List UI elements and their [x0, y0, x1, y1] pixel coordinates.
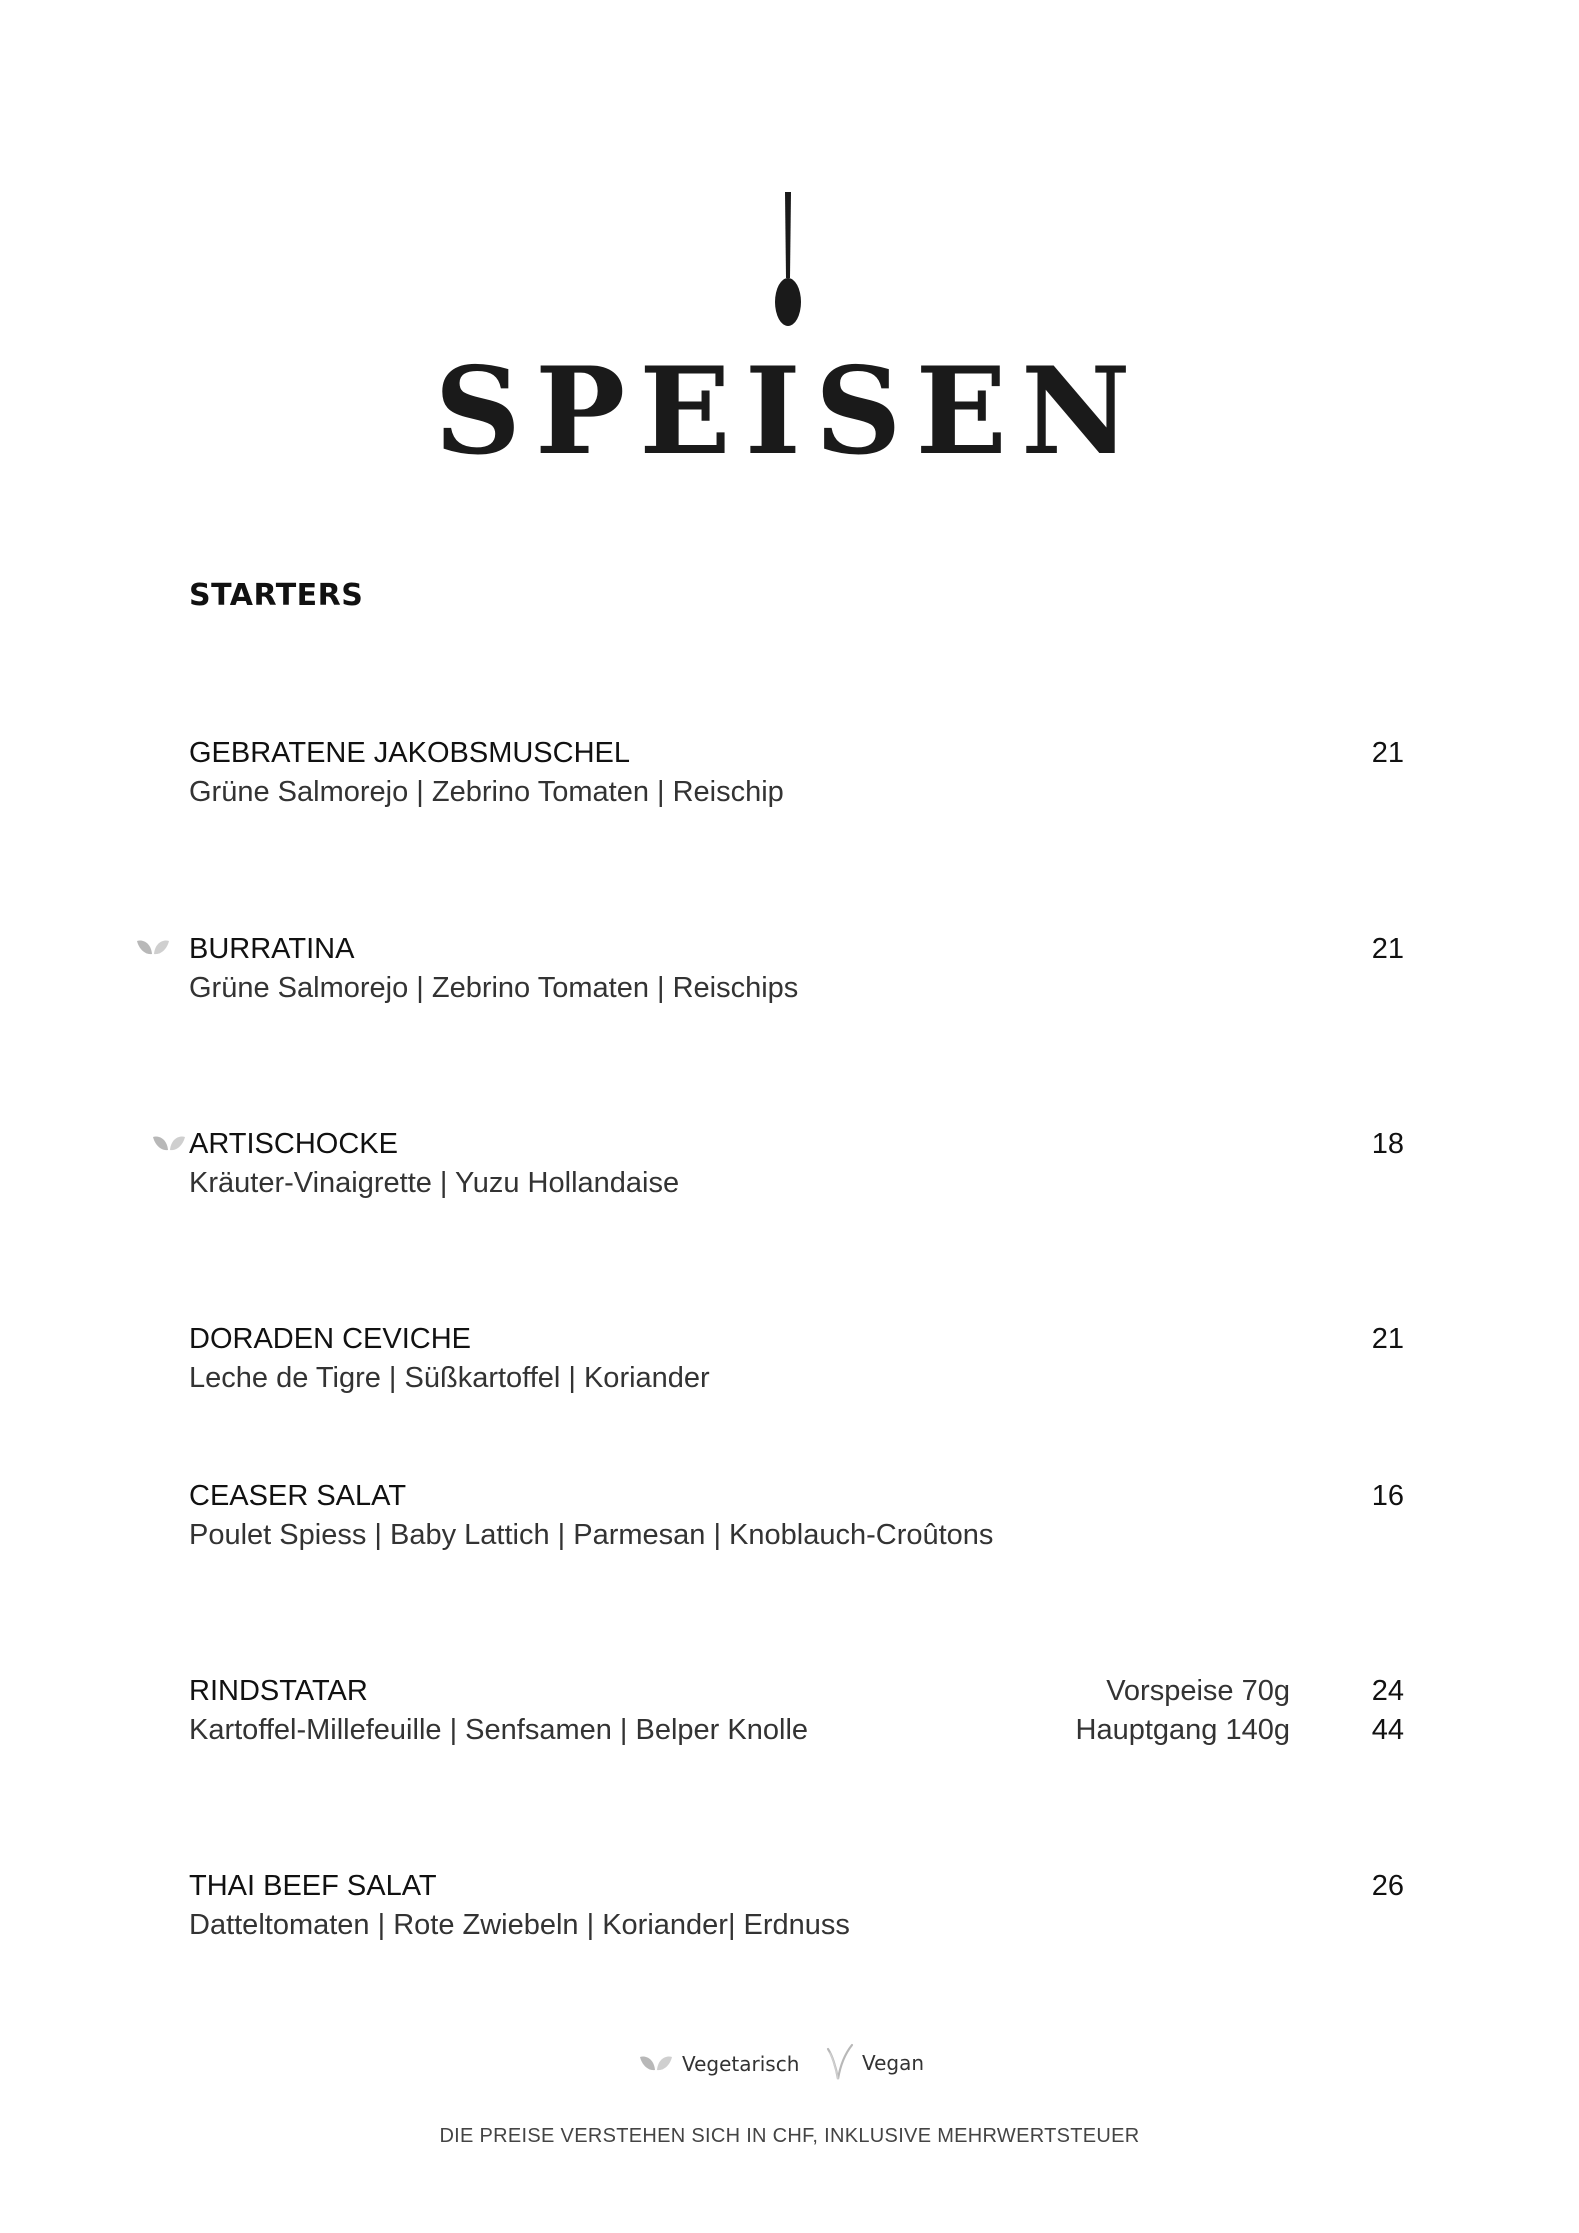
item-name: THAI BEEF SALAT	[189, 1870, 437, 1902]
portion-size-label: Vorspeise 70g	[1106, 1675, 1290, 1707]
item-name: GEBRATENE JAKOBSMUSCHEL	[189, 737, 631, 769]
page-title: SPEISEN	[434, 341, 1145, 482]
item-name: DORADEN CEVICHE	[189, 1323, 471, 1355]
legend-label: Vegan	[862, 2051, 925, 2075]
legend-vegetarian	[638, 2044, 799, 2084]
menu-item	[189, 1673, 1404, 1753]
menu-item	[189, 1868, 1404, 1948]
menu-item	[189, 931, 1404, 1011]
portion-size-label: Hauptgang 140g	[1075, 1714, 1290, 1746]
vegan-v-icon	[826, 2043, 854, 2083]
item-price: 18	[1371, 1128, 1404, 1160]
legend-vegan	[826, 2040, 924, 2086]
item-name: CEASER SALAT	[189, 1480, 407, 1512]
item-description: Poulet Spiess | Baby Lattich | Parmesan | Knoblauch-Croûtons	[189, 1519, 994, 1551]
section-heading: STARTERS	[189, 578, 364, 613]
item-price: 16	[1371, 1480, 1404, 1512]
item-price: 44	[1371, 1714, 1404, 1746]
spoon-icon	[770, 190, 806, 340]
item-price: 24	[1371, 1675, 1404, 1707]
legend-label: Vegetarisch	[682, 2052, 800, 2076]
item-description: Datteltomaten | Rote Zwiebeln | Koriander| Erdnuss	[189, 1909, 850, 1941]
item-description: Leche de Tigre | Süßkartoffel | Koriander	[189, 1362, 710, 1394]
footer-note: DIE PREISE VERSTEHEN SICH IN CHF, INKLUSIVE MEHRWERTSTEUER	[439, 2125, 1140, 2147]
legend	[0, 2040, 1579, 2086]
item-name: RINDSTATAR	[189, 1675, 368, 1707]
item-description: Grüne Salmorejo | Zebrino Tomaten | Reischip	[189, 776, 784, 808]
item-price: 26	[1371, 1870, 1404, 1902]
menu-item	[189, 1321, 1404, 1401]
vegetarian-leaf-icon	[135, 937, 171, 959]
menu-item	[189, 1126, 1404, 1206]
menu-item	[189, 735, 1404, 815]
item-price: 21	[1371, 737, 1404, 769]
menu-item	[189, 1478, 1404, 1558]
vegetarian-leaf-icon	[151, 1133, 187, 1155]
item-description: Kräuter-Vinaigrette | Yuzu Hollandaise	[189, 1167, 680, 1199]
item-name: BURRATINA	[189, 933, 355, 965]
item-price: 21	[1371, 933, 1404, 965]
item-name: ARTISCHOCKE	[189, 1128, 398, 1160]
item-description: Kartoffel-Millefeuille | Senfsamen | Belper Knolle	[189, 1714, 809, 1746]
item-description: Grüne Salmorejo | Zebrino Tomaten | Reischips	[189, 972, 799, 1004]
item-price: 21	[1371, 1323, 1404, 1355]
vegetarian-leaf-icon	[638, 2053, 674, 2075]
